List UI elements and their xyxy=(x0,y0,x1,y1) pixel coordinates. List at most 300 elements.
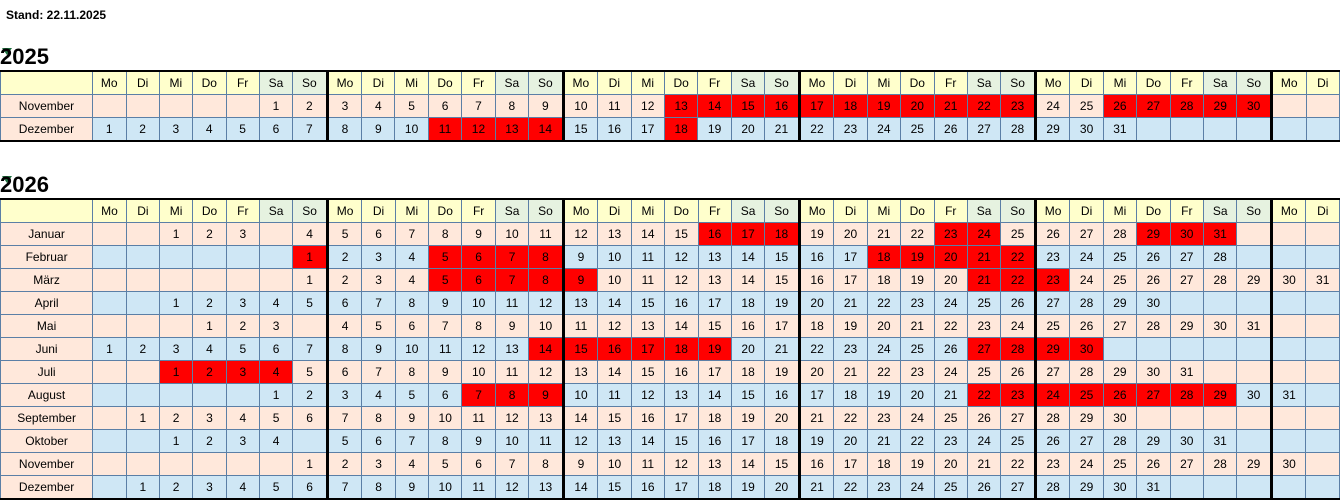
day-cell[interactable]: 22 xyxy=(1001,453,1035,476)
day-cell[interactable]: 28 xyxy=(1170,384,1203,407)
day-cell[interactable]: 16 xyxy=(731,315,764,338)
day-cell[interactable]: 28 xyxy=(1035,476,1070,500)
day-cell[interactable]: 18 xyxy=(665,338,699,361)
day-cell[interactable]: 12 xyxy=(529,361,563,384)
day-cell[interactable]: 1 xyxy=(293,269,327,292)
day-cell[interactable]: 5 xyxy=(395,384,428,407)
day-cell[interactable]: 7 xyxy=(428,315,462,338)
day-cell[interactable]: 10 xyxy=(395,338,428,361)
day-cell[interactable]: 25 xyxy=(1001,223,1035,246)
day-cell[interactable]: 17 xyxy=(834,269,867,292)
day-cell[interactable]: 26 xyxy=(1137,453,1171,476)
day-cell[interactable]: 24 xyxy=(1001,315,1035,338)
day-cell[interactable]: 21 xyxy=(967,246,1000,269)
day-cell[interactable]: 22 xyxy=(799,338,834,361)
day-cell[interactable]: 3 xyxy=(193,476,227,500)
day-cell[interactable]: 1 xyxy=(93,338,127,361)
day-cell[interactable]: 3 xyxy=(362,269,395,292)
day-cell[interactable]: 26 xyxy=(1001,361,1035,384)
day-cell[interactable]: 4 xyxy=(395,269,428,292)
day-cell[interactable]: 30 xyxy=(1271,269,1306,292)
day-cell[interactable]: 2 xyxy=(226,315,259,338)
day-cell[interactable]: 20 xyxy=(834,223,867,246)
day-cell[interactable]: 5 xyxy=(293,361,327,384)
day-cell[interactable]: 16 xyxy=(665,361,699,384)
day-cell[interactable]: 14 xyxy=(698,95,731,118)
day-cell[interactable]: 17 xyxy=(765,315,799,338)
day-cell[interactable]: 17 xyxy=(631,118,664,142)
day-cell[interactable]: 30 xyxy=(1237,384,1271,407)
day-cell[interactable]: 5 xyxy=(259,407,292,430)
day-cell[interactable]: 1 xyxy=(159,223,192,246)
day-cell[interactable]: 3 xyxy=(259,315,292,338)
day-cell[interactable]: 29 xyxy=(1035,118,1070,142)
day-cell[interactable]: 2 xyxy=(193,430,227,453)
day-cell[interactable]: 26 xyxy=(1035,223,1070,246)
day-cell[interactable]: 22 xyxy=(834,407,867,430)
day-cell[interactable]: 8 xyxy=(362,407,395,430)
day-cell[interactable]: 21 xyxy=(867,223,900,246)
day-cell[interactable]: 19 xyxy=(834,315,867,338)
day-cell[interactable]: 1 xyxy=(159,292,192,315)
day-cell[interactable]: 5 xyxy=(327,223,362,246)
day-cell[interactable]: 9 xyxy=(529,95,563,118)
day-cell[interactable]: 8 xyxy=(428,223,462,246)
day-cell[interactable]: 25 xyxy=(934,476,967,500)
day-cell[interactable]: 17 xyxy=(698,292,731,315)
day-cell[interactable]: 17 xyxy=(834,453,867,476)
day-cell[interactable]: 12 xyxy=(665,453,699,476)
day-cell[interactable]: 17 xyxy=(631,338,664,361)
day-cell[interactable]: 24 xyxy=(1070,246,1103,269)
day-cell[interactable]: 30 xyxy=(1070,338,1103,361)
day-cell[interactable]: 13 xyxy=(664,95,698,118)
day-cell[interactable]: 3 xyxy=(226,361,259,384)
day-cell[interactable]: 8 xyxy=(327,118,362,142)
day-cell[interactable]: 4 xyxy=(259,430,292,453)
day-cell[interactable]: 12 xyxy=(495,476,528,500)
day-cell[interactable]: 7 xyxy=(495,453,528,476)
day-cell[interactable]: 13 xyxy=(698,453,731,476)
day-cell[interactable]: 7 xyxy=(495,269,528,292)
day-cell[interactable]: 19 xyxy=(901,246,935,269)
day-cell[interactable]: 29 xyxy=(1203,95,1236,118)
day-cell[interactable]: 5 xyxy=(259,476,292,500)
day-cell[interactable]: 5 xyxy=(226,338,259,361)
day-cell[interactable]: 8 xyxy=(362,476,395,500)
day-cell[interactable]: 28 xyxy=(1137,315,1171,338)
day-cell[interactable]: 28 xyxy=(1001,118,1035,142)
day-cell[interactable]: 14 xyxy=(731,269,764,292)
day-cell[interactable]: 16 xyxy=(698,223,731,246)
day-cell[interactable]: 3 xyxy=(193,407,227,430)
day-cell[interactable]: 14 xyxy=(563,407,598,430)
day-cell[interactable]: 22 xyxy=(867,361,900,384)
day-cell[interactable]: 7 xyxy=(293,118,327,142)
day-cell[interactable]: 9 xyxy=(428,361,462,384)
day-cell[interactable]: 18 xyxy=(834,384,867,407)
day-cell[interactable]: 17 xyxy=(665,476,699,500)
day-cell[interactable]: 10 xyxy=(462,361,495,384)
day-cell[interactable]: 1 xyxy=(259,95,292,118)
day-cell[interactable]: 30 xyxy=(1103,476,1136,500)
day-cell[interactable]: 1 xyxy=(126,476,159,500)
day-cell[interactable]: 6 xyxy=(327,292,362,315)
day-cell[interactable]: 19 xyxy=(867,384,900,407)
day-cell[interactable]: 22 xyxy=(867,292,900,315)
day-cell[interactable]: 27 xyxy=(1170,246,1203,269)
day-cell[interactable]: 14 xyxy=(563,476,598,500)
day-cell[interactable]: 21 xyxy=(834,361,867,384)
day-cell[interactable]: 9 xyxy=(428,292,462,315)
day-cell[interactable]: 12 xyxy=(665,269,699,292)
day-cell[interactable]: 18 xyxy=(799,315,834,338)
day-cell[interactable]: 7 xyxy=(293,338,327,361)
day-cell[interactable]: 19 xyxy=(799,430,834,453)
day-cell[interactable]: 5 xyxy=(428,246,462,269)
day-cell[interactable]: 13 xyxy=(495,338,528,361)
day-cell[interactable]: 31 xyxy=(1170,361,1203,384)
day-cell[interactable]: 11 xyxy=(631,453,664,476)
day-cell[interactable]: 23 xyxy=(1035,453,1070,476)
day-cell[interactable]: 23 xyxy=(834,338,867,361)
day-cell[interactable]: 6 xyxy=(293,476,327,500)
day-cell[interactable]: 6 xyxy=(259,118,292,142)
day-cell[interactable]: 23 xyxy=(834,118,867,142)
day-cell[interactable]: 8 xyxy=(462,315,495,338)
day-cell[interactable]: 24 xyxy=(1035,95,1070,118)
day-cell[interactable]: 30 xyxy=(1271,453,1306,476)
day-cell[interactable]: 4 xyxy=(327,315,362,338)
day-cell[interactable]: 24 xyxy=(934,361,967,384)
day-cell[interactable]: 3 xyxy=(226,223,259,246)
day-cell[interactable]: 6 xyxy=(428,384,462,407)
day-cell[interactable]: 21 xyxy=(765,118,799,142)
day-cell[interactable]: 21 xyxy=(799,476,834,500)
day-cell[interactable]: 5 xyxy=(226,118,259,142)
day-cell[interactable]: 6 xyxy=(462,453,495,476)
day-cell[interactable]: 9 xyxy=(529,384,563,407)
day-cell[interactable]: 29 xyxy=(1103,292,1136,315)
day-cell[interactable]: 7 xyxy=(362,292,395,315)
day-cell[interactable]: 11 xyxy=(563,315,598,338)
day-cell[interactable]: 6 xyxy=(462,246,495,269)
day-cell[interactable]: 18 xyxy=(731,361,764,384)
day-cell[interactable]: 10 xyxy=(428,407,462,430)
day-cell[interactable]: 27 xyxy=(967,338,1000,361)
day-cell[interactable]: 25 xyxy=(1103,269,1136,292)
day-cell[interactable]: 4 xyxy=(293,223,327,246)
day-cell[interactable]: 20 xyxy=(867,315,900,338)
day-cell[interactable]: 28 xyxy=(1170,95,1203,118)
day-cell[interactable]: 9 xyxy=(395,476,428,500)
day-cell[interactable]: 31 xyxy=(1203,430,1236,453)
day-cell[interactable]: 25 xyxy=(901,118,935,142)
day-cell[interactable]: 29 xyxy=(1137,223,1171,246)
day-cell[interactable]: 16 xyxy=(598,338,631,361)
day-cell[interactable]: 15 xyxy=(631,361,664,384)
day-cell[interactable]: 19 xyxy=(731,476,764,500)
day-cell[interactable]: 24 xyxy=(1070,453,1103,476)
day-cell[interactable]: 31 xyxy=(1103,118,1136,142)
day-cell[interactable]: 16 xyxy=(799,453,834,476)
day-cell[interactable]: 1 xyxy=(259,384,292,407)
day-cell[interactable]: 12 xyxy=(462,338,495,361)
day-cell[interactable]: 23 xyxy=(934,430,967,453)
day-cell[interactable]: 19 xyxy=(867,95,900,118)
day-cell[interactable]: 9 xyxy=(395,407,428,430)
day-cell[interactable]: 16 xyxy=(765,95,799,118)
day-cell[interactable]: 10 xyxy=(462,292,495,315)
day-cell[interactable]: 21 xyxy=(901,315,935,338)
day-cell[interactable]: 19 xyxy=(765,292,799,315)
day-cell[interactable]: 27 xyxy=(1070,430,1103,453)
day-cell[interactable]: 30 xyxy=(1137,292,1171,315)
day-cell[interactable]: 29 xyxy=(1137,430,1171,453)
day-cell[interactable]: 9 xyxy=(362,118,395,142)
day-cell[interactable]: 15 xyxy=(765,246,799,269)
day-cell[interactable]: 23 xyxy=(867,407,900,430)
day-cell[interactable]: 17 xyxy=(834,246,867,269)
day-cell[interactable]: 17 xyxy=(698,361,731,384)
day-cell[interactable]: 4 xyxy=(395,246,428,269)
day-cell[interactable]: 24 xyxy=(934,292,967,315)
day-cell[interactable]: 14 xyxy=(631,223,664,246)
day-cell[interactable]: 11 xyxy=(428,338,462,361)
day-cell[interactable]: 6 xyxy=(293,407,327,430)
day-cell[interactable]: 7 xyxy=(362,361,395,384)
day-cell[interactable]: 10 xyxy=(495,223,528,246)
day-cell[interactable]: 3 xyxy=(362,453,395,476)
day-cell[interactable]: 1 xyxy=(126,407,159,430)
day-cell[interactable]: 28 xyxy=(1103,430,1136,453)
day-cell[interactable]: 9 xyxy=(462,223,495,246)
day-cell[interactable]: 4 xyxy=(226,476,259,500)
day-cell[interactable]: 5 xyxy=(293,292,327,315)
day-cell[interactable]: 13 xyxy=(665,384,699,407)
day-cell[interactable]: 26 xyxy=(967,407,1000,430)
day-cell[interactable]: 23 xyxy=(1035,246,1070,269)
day-cell[interactable]: 11 xyxy=(495,292,528,315)
day-cell[interactable]: 30 xyxy=(1103,407,1136,430)
day-cell[interactable]: 20 xyxy=(901,95,935,118)
day-cell[interactable]: 16 xyxy=(765,384,799,407)
day-cell[interactable]: 10 xyxy=(598,453,631,476)
day-cell[interactable]: 18 xyxy=(731,292,764,315)
day-cell[interactable]: 10 xyxy=(529,315,563,338)
day-cell[interactable]: 26 xyxy=(967,476,1000,500)
day-cell[interactable]: 3 xyxy=(159,118,192,142)
day-cell[interactable]: 4 xyxy=(193,338,227,361)
day-cell[interactable]: 18 xyxy=(867,269,900,292)
day-cell[interactable]: 10 xyxy=(428,476,462,500)
day-cell[interactable]: 22 xyxy=(967,95,1000,118)
day-cell[interactable]: 9 xyxy=(495,315,528,338)
day-cell[interactable]: 13 xyxy=(698,246,731,269)
day-cell[interactable]: 20 xyxy=(934,246,967,269)
day-cell[interactable]: 13 xyxy=(598,223,631,246)
day-cell[interactable]: 25 xyxy=(1103,246,1136,269)
day-cell[interactable]: 1 xyxy=(92,118,126,142)
day-cell[interactable]: 7 xyxy=(462,95,495,118)
day-cell[interactable]: 4 xyxy=(193,118,227,142)
day-cell[interactable]: 8 xyxy=(327,338,362,361)
day-cell[interactable]: 4 xyxy=(395,453,428,476)
day-cell[interactable]: 27 xyxy=(1170,269,1203,292)
day-cell[interactable]: 21 xyxy=(765,338,799,361)
day-cell[interactable]: 20 xyxy=(934,453,967,476)
day-cell[interactable]: 2 xyxy=(293,95,327,118)
day-cell[interactable]: 8 xyxy=(395,361,428,384)
day-cell[interactable]: 3 xyxy=(226,292,259,315)
day-cell[interactable]: 23 xyxy=(867,476,900,500)
day-cell[interactable]: 16 xyxy=(799,246,834,269)
day-cell[interactable]: 29 xyxy=(1070,407,1103,430)
day-cell[interactable]: 15 xyxy=(765,453,799,476)
day-cell[interactable]: 9 xyxy=(563,246,598,269)
day-cell[interactable]: 25 xyxy=(901,338,935,361)
day-cell[interactable]: 16 xyxy=(598,118,631,142)
day-cell[interactable]: 7 xyxy=(395,223,428,246)
day-cell[interactable]: 25 xyxy=(967,361,1000,384)
day-cell[interactable]: 1 xyxy=(293,453,327,476)
day-cell[interactable]: 11 xyxy=(529,430,563,453)
day-cell[interactable]: 8 xyxy=(395,292,428,315)
day-cell[interactable]: 21 xyxy=(834,292,867,315)
day-cell[interactable]: 22 xyxy=(1001,246,1035,269)
day-cell[interactable]: 28 xyxy=(1001,338,1035,361)
day-cell[interactable]: 30 xyxy=(1237,95,1271,118)
day-cell[interactable]: 29 xyxy=(1070,476,1103,500)
day-cell[interactable]: 27 xyxy=(1035,361,1070,384)
day-cell[interactable]: 21 xyxy=(967,269,1000,292)
day-cell[interactable]: 1 xyxy=(193,315,227,338)
day-cell[interactable]: 11 xyxy=(529,223,563,246)
day-cell[interactable]: 25 xyxy=(1035,315,1070,338)
day-cell[interactable]: 28 xyxy=(1203,246,1236,269)
day-cell[interactable]: 2 xyxy=(193,223,227,246)
day-cell[interactable]: 14 xyxy=(731,246,764,269)
day-cell[interactable]: 25 xyxy=(1103,453,1136,476)
day-cell[interactable]: 29 xyxy=(1237,269,1271,292)
day-cell[interactable]: 12 xyxy=(563,223,598,246)
day-cell[interactable]: 13 xyxy=(698,269,731,292)
day-cell[interactable]: 20 xyxy=(834,430,867,453)
day-cell[interactable]: 15 xyxy=(598,476,631,500)
day-cell[interactable]: 9 xyxy=(362,338,395,361)
day-cell[interactable]: 9 xyxy=(563,269,598,292)
day-cell[interactable]: 18 xyxy=(765,430,799,453)
day-cell[interactable]: 20 xyxy=(731,118,764,142)
day-cell[interactable]: 24 xyxy=(901,476,935,500)
day-cell[interactable]: 27 xyxy=(1137,384,1171,407)
day-cell[interactable]: 10 xyxy=(563,95,598,118)
day-cell[interactable]: 12 xyxy=(563,430,598,453)
day-cell[interactable]: 27 xyxy=(1035,292,1070,315)
day-cell[interactable]: 7 xyxy=(495,246,528,269)
day-cell[interactable]: 23 xyxy=(901,292,935,315)
day-cell[interactable]: 8 xyxy=(529,269,563,292)
day-cell[interactable]: 25 xyxy=(934,407,967,430)
day-cell[interactable]: 25 xyxy=(1070,384,1103,407)
day-cell[interactable]: 13 xyxy=(563,292,598,315)
day-cell[interactable]: 13 xyxy=(563,361,598,384)
day-cell[interactable]: 27 xyxy=(967,118,1000,142)
day-cell[interactable]: 12 xyxy=(665,246,699,269)
day-cell[interactable]: 6 xyxy=(327,361,362,384)
day-cell[interactable]: 11 xyxy=(495,361,528,384)
day-cell[interactable]: 19 xyxy=(799,223,834,246)
day-cell[interactable]: 22 xyxy=(901,223,935,246)
day-cell[interactable]: 30 xyxy=(1170,223,1203,246)
day-cell[interactable]: 9 xyxy=(462,430,495,453)
day-cell[interactable]: 5 xyxy=(428,269,462,292)
day-cell[interactable]: 12 xyxy=(495,407,528,430)
day-cell[interactable]: 8 xyxy=(529,453,563,476)
day-cell[interactable]: 2 xyxy=(126,338,159,361)
day-cell[interactable]: 14 xyxy=(631,430,664,453)
day-cell[interactable]: 31 xyxy=(1237,315,1271,338)
day-cell[interactable]: 21 xyxy=(934,95,967,118)
day-cell[interactable]: 12 xyxy=(598,315,631,338)
day-cell[interactable]: 26 xyxy=(934,118,967,142)
day-cell[interactable]: 19 xyxy=(731,407,764,430)
day-cell[interactable]: 20 xyxy=(799,361,834,384)
day-cell[interactable]: 22 xyxy=(1001,269,1035,292)
day-cell[interactable]: 27 xyxy=(1137,95,1171,118)
day-cell[interactable]: 1 xyxy=(293,246,327,269)
day-cell[interactable]: 14 xyxy=(665,315,699,338)
day-cell[interactable]: 31 xyxy=(1203,223,1236,246)
day-cell[interactable]: 18 xyxy=(664,118,698,142)
day-cell[interactable]: 22 xyxy=(901,430,935,453)
day-cell[interactable]: 5 xyxy=(395,95,428,118)
day-cell[interactable]: 26 xyxy=(1137,269,1171,292)
day-cell[interactable]: 22 xyxy=(799,118,834,142)
day-cell[interactable]: 4 xyxy=(362,95,395,118)
day-cell[interactable]: 16 xyxy=(665,292,699,315)
day-cell[interactable]: 3 xyxy=(159,338,192,361)
day-cell[interactable]: 14 xyxy=(598,361,631,384)
day-cell[interactable]: 27 xyxy=(1070,223,1103,246)
day-cell[interactable]: 19 xyxy=(698,338,731,361)
day-cell[interactable]: 7 xyxy=(462,384,495,407)
day-cell[interactable]: 23 xyxy=(1035,269,1070,292)
day-cell[interactable]: 14 xyxy=(529,118,563,142)
day-cell[interactable]: 15 xyxy=(631,292,664,315)
day-cell[interactable]: 27 xyxy=(1103,315,1136,338)
day-cell[interactable]: 11 xyxy=(462,407,495,430)
day-cell[interactable]: 10 xyxy=(598,269,631,292)
day-cell[interactable]: 28 xyxy=(1035,407,1070,430)
day-cell[interactable]: 20 xyxy=(765,407,799,430)
day-cell[interactable]: 17 xyxy=(731,223,764,246)
day-cell[interactable]: 18 xyxy=(698,407,731,430)
day-cell[interactable]: 23 xyxy=(967,315,1000,338)
day-cell[interactable]: 5 xyxy=(428,453,462,476)
day-cell[interactable]: 28 xyxy=(1203,269,1236,292)
day-cell[interactable]: 25 xyxy=(967,292,1000,315)
day-cell[interactable]: 6 xyxy=(428,95,462,118)
day-cell[interactable]: 12 xyxy=(631,95,664,118)
day-cell[interactable]: 29 xyxy=(1103,361,1136,384)
day-cell[interactable]: 26 xyxy=(1103,384,1136,407)
day-cell[interactable]: 13 xyxy=(529,476,563,500)
day-cell[interactable]: 26 xyxy=(934,338,967,361)
day-cell[interactable]: 12 xyxy=(462,118,495,142)
day-cell[interactable]: 17 xyxy=(731,430,764,453)
day-cell[interactable]: 31 xyxy=(1271,384,1306,407)
